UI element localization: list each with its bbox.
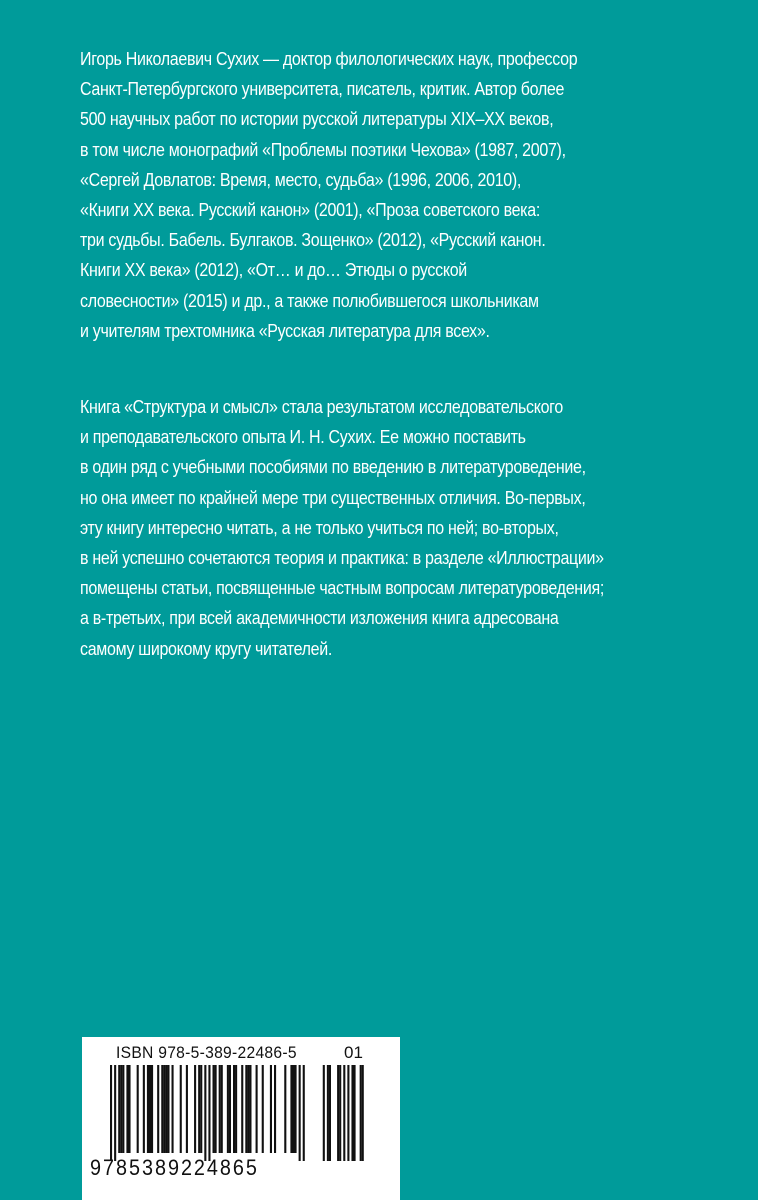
barcode-addon-label: 01 [344,1043,363,1062]
author-bio-line: Книги XX века» (2012), «От… и до… Этюды о русской [80,260,467,281]
book-description-line: в ней успешно сочетаются теория и практика: в разделе «Иллюстрации» [80,548,604,569]
barcode-bar [229,1065,231,1153]
barcode-bar [247,1065,249,1153]
barcode-bar [213,1065,215,1153]
author-bio-line: в том числе монографий «Проблемы поэтики Чехова» (1987, 2007), [80,139,566,160]
barcode-bar [120,1065,122,1153]
author-bio-line: словесности» (2015) и др., а также полюбившегося школьникам [80,290,539,311]
barcode-addon-bar [351,1065,353,1161]
barcode-bar [149,1065,151,1153]
book-description-line: Книга «Структура и смысл» стала результатом исследовательского [80,397,563,417]
barcode-addon-bar [327,1065,329,1161]
barcode-addon-bar [339,1065,341,1161]
barcode-bar [118,1065,120,1153]
barcode-bar [165,1065,167,1153]
book-description [80,392,608,664]
barcode-bar [241,1065,243,1153]
barcode-guard-bar [303,1065,305,1161]
barcode-bar [200,1065,202,1153]
barcode-bar [194,1065,196,1153]
barcode-guard-bar [110,1065,112,1161]
barcode-bar [126,1065,128,1153]
barcode-addon-bar [337,1065,339,1161]
author-bio-line: «Сергей Довлатов: Время, место, судьба» (1996, 2006, 2010), [80,169,522,190]
barcode-bar [151,1065,153,1153]
barcode-addon-bar [347,1065,349,1161]
barcode-digits: 9785389224865 [90,1155,259,1180]
barcode-guard-bar [299,1065,301,1161]
author-bio-line: 500 научных работ по истории русской литературы XIX–XX веков, [80,109,554,130]
book-description-line: в один ряд с учебными пособиями по введению в литературоведение, [80,457,586,478]
barcode-bar [163,1065,165,1153]
author-bio-line: и учителям трехтомника «Русская литература для всех». [80,320,490,341]
isbn-label: ISBN 978-5-389-22486-5 [116,1043,297,1062]
barcode-addon-bar [362,1065,364,1161]
barcode-guard-bar [208,1065,210,1161]
barcode-bar [167,1065,169,1153]
barcode-bar [262,1065,264,1153]
book-description-line: самому широкому кругу читателей. [80,638,333,659]
barcode-bar [198,1065,200,1153]
book-description-line: а в-третьих, при всей академичности изложения книга адресована [80,608,559,629]
barcode-bar [290,1065,292,1153]
book-description-line: эту книгу интересно читать, а не только учиться по ней; во-вторых, [80,517,559,538]
barcode-bar [221,1065,223,1153]
barcode-bar [284,1065,286,1153]
barcode-bar [270,1065,272,1153]
barcode-bar [143,1065,145,1153]
barcode-bar [233,1065,235,1153]
book-description-line: но она имеет по крайней мере три существенных отличия. Во-первых, [80,487,586,508]
barcode-bar [227,1065,229,1153]
barcode-bar [245,1065,247,1153]
author-bio-line: три судьбы. Бабель. Булгаков. Зощенко» (2012), «Русский канон. [80,230,546,251]
barcode-bar [180,1065,182,1153]
barcode-bar [161,1065,163,1153]
isbn-barcode [82,1037,400,1200]
barcode-bar [128,1065,130,1153]
barcode-bar [256,1065,258,1153]
barcode-bar [137,1065,139,1153]
barcode-bar [274,1065,276,1153]
author-bio [80,44,608,346]
barcode-bar [172,1065,174,1153]
barcode-bar [295,1065,297,1153]
barcode-bar [219,1065,221,1153]
barcode-bar [292,1065,294,1153]
barcode-addon-bar [354,1065,356,1161]
barcode-bar [157,1065,159,1153]
author-bio-line: Санкт-Петербургского университета, писатель, критик. Автор более [80,79,565,100]
barcode-bar [122,1065,124,1153]
barcode-bar [147,1065,149,1153]
book-description-line: и преподавательского опыта И. Н. Сухих. Ее можно поставить [80,427,526,448]
barcode-guard-bar [204,1065,206,1161]
barcode-addon-bar [329,1065,331,1161]
book-description-line: помещены статьи, посвященные частным вопросам литературоведения; [80,578,604,599]
barcode-bar [235,1065,237,1153]
barcode-guard-bar [114,1065,116,1161]
author-bio-line: «Книги XX века. Русский канон» (2001), «Проза советского века: [80,200,540,221]
barcode-addon-bar [343,1065,345,1161]
barcode-addon-bar [323,1065,325,1161]
author-bio-line: Игорь Николаевич Сухих — доктор филологических наук, профессор [80,49,578,69]
barcode-bar [186,1065,188,1153]
barcode-bar [249,1065,251,1153]
barcode-bar [215,1065,217,1153]
barcode-addon-bar [360,1065,362,1161]
